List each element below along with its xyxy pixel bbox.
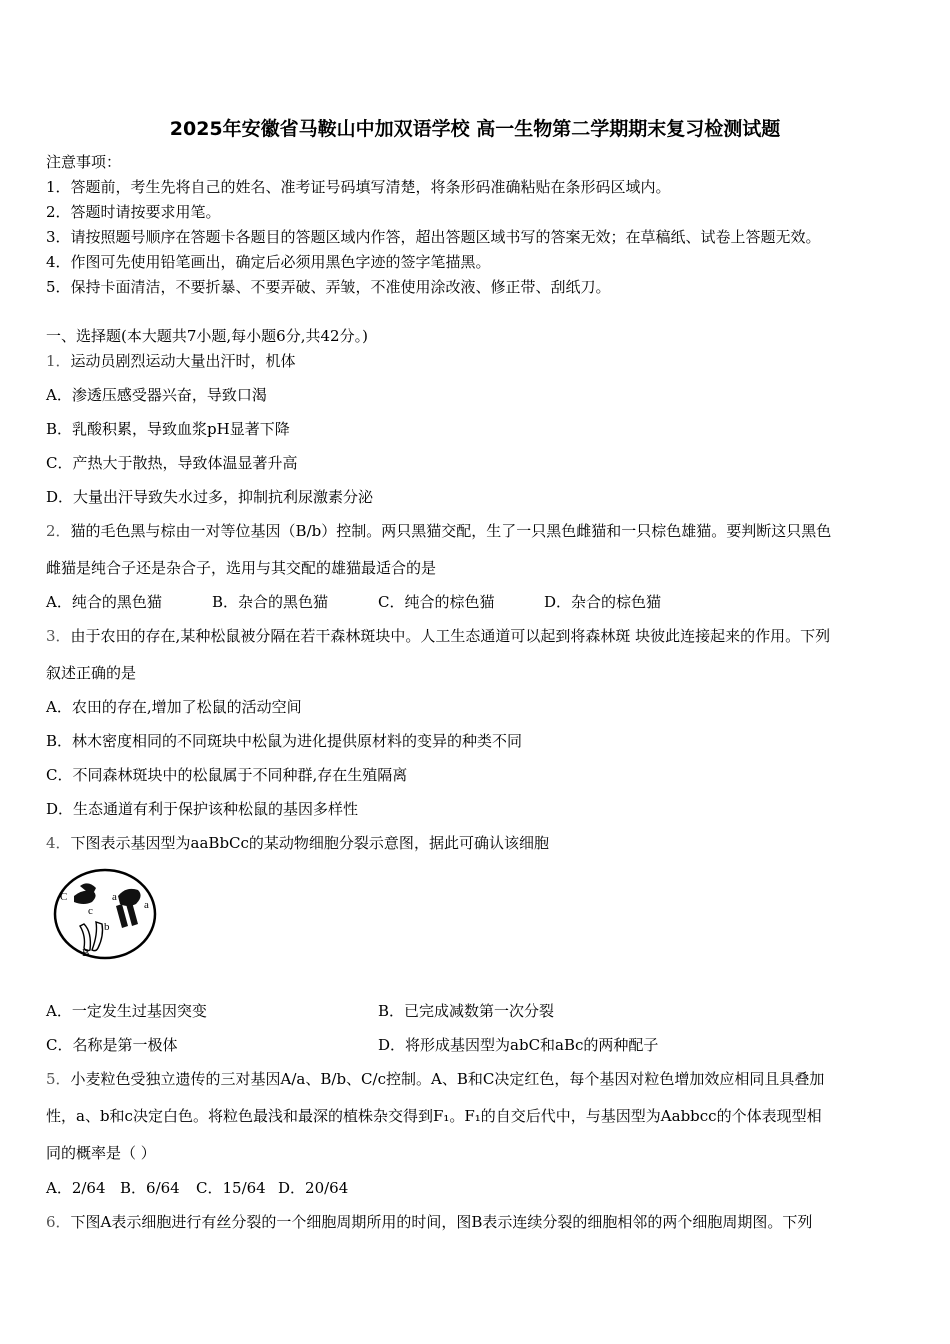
notice-item: 2．答题时请按要求用笔。	[46, 203, 221, 221]
option: C．产热大于散热，导致体温显著升高	[46, 454, 298, 472]
cell-division-figure	[52, 866, 160, 964]
question-number: 4．	[46, 834, 71, 852]
option: A．渗透压感受器兴奋，导致口渴	[46, 386, 267, 404]
notice-item: 5．保持卡面清洁，不要折暴、不要弄破、弄皱，不准使用涂改液、修正带、刮纸刀。	[46, 278, 611, 296]
question-5-stem	[46, 1069, 824, 1089]
notice-heading: 注意事项：	[46, 153, 122, 171]
gene-label: C	[60, 891, 68, 903]
chromosome	[92, 922, 103, 951]
option: C．纯合的棕色猫	[378, 593, 495, 611]
gene-label: c	[88, 905, 93, 917]
question-text: 同的概率是（ ）	[46, 1144, 156, 1162]
question-number: 2．	[46, 522, 71, 540]
option: A．农田的存在,增加了松鼠的活动空间	[46, 698, 302, 716]
notice-item: 3．请按照题号顺序在答题卡各题目的答题区域内作答，超出答题区域书写的答案无效；在草稿纸、试卷上答题无效。	[46, 228, 821, 246]
chromosome	[126, 902, 138, 926]
gene-label: B	[82, 947, 90, 959]
option-row	[46, 1178, 348, 1198]
option: B．林木密度相同的不同斑块中松鼠为进化提供原材料的变异的种类不同	[46, 732, 523, 750]
option: C．15/64	[196, 1179, 266, 1197]
question-1-stem	[46, 351, 296, 371]
option: D．杂合的棕色猫	[544, 593, 662, 611]
option: C．不同森林斑块中的松鼠属于不同种群,存在生殖隔离	[46, 766, 408, 784]
section-heading: 一、选择题(本大题共7小题,每小题6分,共42分。)	[46, 327, 368, 345]
notice-item: 1．答题前，考生先将自己的姓名、准考证号码填写清楚，将条形码准确粘贴在条形码区域内。	[46, 178, 671, 196]
question-3-stem	[46, 626, 830, 646]
question-text: 下图A表示细胞进行有丝分裂的一个细胞周期所用的时间，图B表示连续分裂的细胞相邻的两个细胞周期图。下列	[70, 1213, 813, 1231]
option: B．乳酸积累，导致血浆pH显著下降	[46, 420, 290, 438]
gene-label: a	[112, 891, 117, 903]
question-2-stem	[46, 521, 831, 541]
option-row	[46, 1001, 554, 1021]
question-text: 下图表示基因型为aaBbCc的某动物细胞分裂示意图，据此可确认该细胞	[70, 834, 549, 852]
question-4-stem	[46, 833, 549, 853]
option: D．将形成基因型为abC和aBc的两种配子	[378, 1036, 659, 1054]
question-number: 5．	[46, 1070, 71, 1088]
gene-label: a	[144, 899, 149, 911]
question-text: 叙述正确的是	[46, 664, 137, 682]
option: D．20/64	[278, 1179, 349, 1197]
question-text: 猫的毛色黑与棕由一对等位基因（B/b）控制。两只黑猫交配，生了一只黑色雌猫和一只棕色雄猫。要判断这只黑色	[70, 522, 832, 540]
question-number: 6．	[46, 1213, 71, 1231]
notice-item: 4．作图可先使用铅笔画出，确定后必须用黑色字迹的签字笔描黑。	[46, 253, 491, 271]
question-number: 1．	[46, 352, 71, 370]
option: B．6/64	[120, 1179, 180, 1197]
option: D．大量出汗导致失水过多，抑制抗利尿激素分泌	[46, 488, 374, 506]
page-title: 2025年安徽省马鞍山中加双语学校 高一生物第二学期期末复习检测试题	[169, 118, 781, 140]
question-text: 雌猫是纯合子还是杂合子，选用与其交配的雄猫最适合的是	[46, 559, 437, 577]
question-text: 小麦粒色受独立遗传的三对基因A/a、B/b、C/c控制。A、B和C决定红色，每个基因对粒色增加效应相同且具叠加	[70, 1070, 825, 1088]
option: B．杂合的黑色猫	[212, 593, 329, 611]
question-number: 3．	[46, 627, 71, 645]
question-text: 性，a、b和c决定白色。将粒色最浅和最深的植株杂交得到F₁。F₁的自交后代中，与基因型为Aabbcc的个体表现型相	[46, 1107, 822, 1125]
option-row	[46, 592, 661, 612]
option: D．生态通道有利于保护该种松鼠的基因多样性	[46, 800, 359, 818]
option: A．一定发生过基因突变	[46, 1002, 207, 1020]
cell-membrane	[55, 870, 155, 958]
question-text: 由于农田的存在,某种松鼠被分隔在若干森林斑块中。人工生态通道可以起到将森林斑 块彼此连接起来的作用。下列	[70, 627, 831, 645]
gene-label: b	[104, 921, 110, 933]
option: A．2/64	[46, 1179, 106, 1197]
question-6-stem	[46, 1212, 812, 1232]
option-row	[46, 1035, 658, 1055]
question-text: 运动员剧烈运动大量出汗时，机体	[70, 352, 296, 370]
option: B．已完成减数第一次分裂	[378, 1002, 555, 1020]
option: C．名称是第一极体	[46, 1036, 178, 1054]
option: A．纯合的黑色猫	[46, 593, 162, 611]
chromosome	[116, 904, 128, 928]
